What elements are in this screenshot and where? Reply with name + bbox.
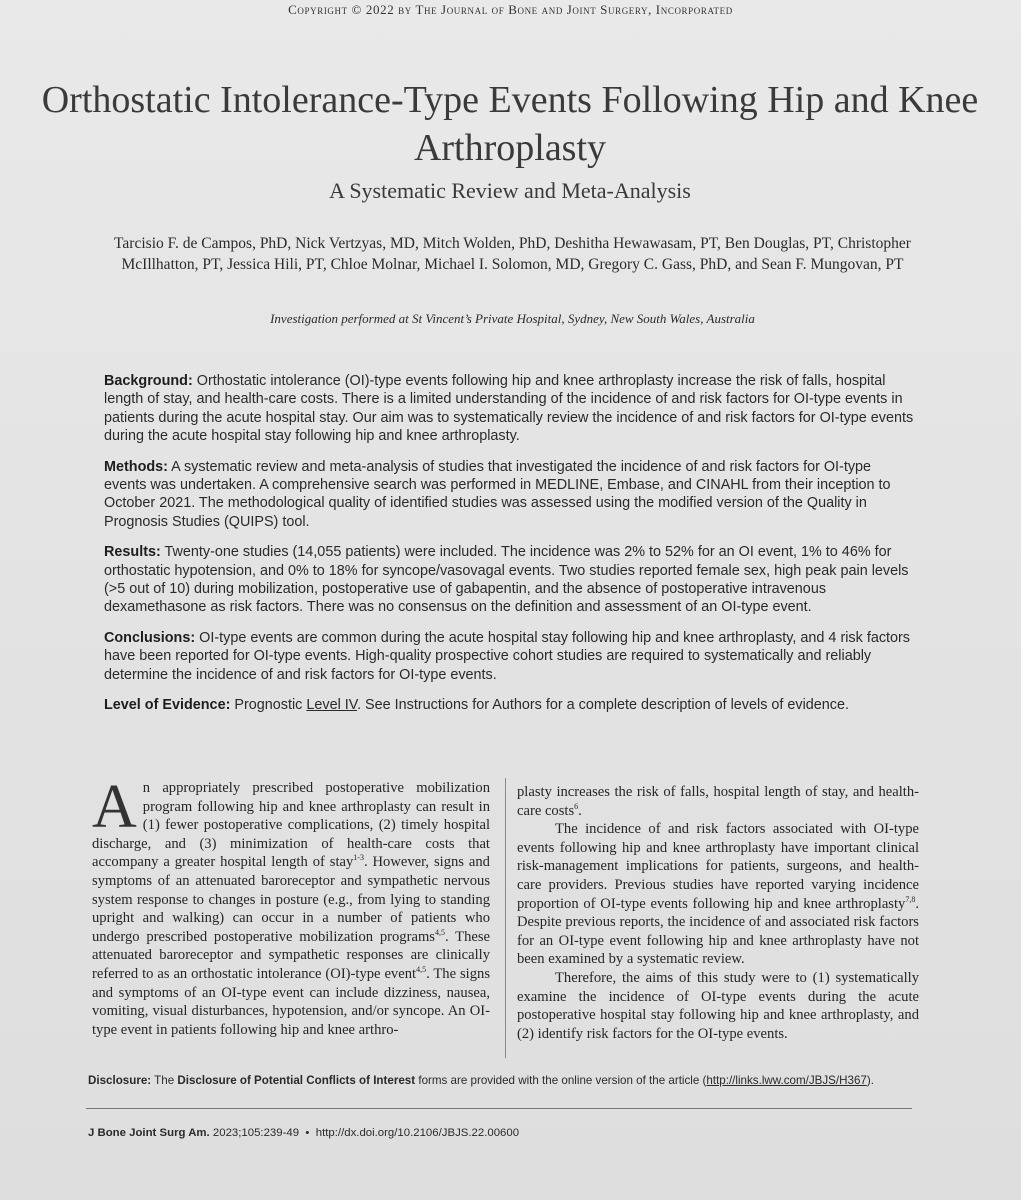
footer-rule	[86, 1108, 912, 1109]
body-text: The incidence of and risk factors associated with OI-type events following hip and knee arthroplasty have important clinical risk-management implications for patients, surgeons, and health-care providers. Previous studies have reported varying incidence proportion of OI-type events following hip and knee arthroplasty	[517, 821, 919, 912]
citation-volume: 2023;105:239-49	[212, 1127, 300, 1139]
level-pre: Prognostic	[234, 697, 303, 714]
conclusions-text: OI-type events are common during the acute hospital stay following hip and knee arthroplasty, and 4 risk factors have been reported for OI-type events. High-quality prospective cohort studies are required to systematically and reliably determine the incidence of and risk factors for OI-type events.	[104, 629, 911, 683]
article-title: Orthostatic Intolerance-Type Events Following Hip and Knee Arthroplasty	[41, 79, 979, 169]
methods-text: A systematic review and meta-analysis of studies that investigated the incidence of and risk factors for OI-type events was undertaken. A comprehensive search was performed in MEDLINE, Embase, and CINAHL from their inception to October 2021. The methodological quality of identified studies was assessed using the modified version of the Quality in Prognosis Studies (QUIPS) tool.	[104, 458, 891, 530]
body-left-column	[92, 773, 490, 1039]
disclosure-link[interactable]: http://links.lww.com/JBJS/H367	[706, 1074, 867, 1087]
abstract-conclusions	[104, 629, 916, 684]
column-divider	[505, 778, 506, 1058]
doi-link[interactable]: http://dx.doi.org/10.2106/JBJS.22.00600	[315, 1127, 520, 1139]
results-text: Twenty-one studies (14,055 patients) were included. The incidence was 2% to 52% for an OI event, 1% to 46% for orthostatic hypotension, and 0% to 18% for syncope/vasovagal events. Two studies reported female sex, high peak pain levels (>5 out of 10) during mobilization, postoperative use of gabapentin, and the absence of postoperative intravenous dexamethasone as risk factors. There was no consensus on the definition and assessment of an OI-type event.	[104, 544, 909, 616]
bullet-separator: •	[305, 1127, 310, 1139]
abstract-level-of-evidence	[104, 696, 916, 714]
disclosure-end: ).	[866, 1074, 874, 1087]
intro-paragraph-2	[517, 820, 919, 969]
abstract-background	[104, 372, 916, 446]
journal-abbrev: J Bone Joint Surg Am.	[88, 1127, 210, 1139]
body-text: plasty increases the risk of falls, hospital length of stay, and health-care costs	[517, 784, 919, 819]
citation-ref: 4,5	[434, 927, 445, 937]
level-label: Level of Evidence:	[104, 697, 231, 714]
disclosure-note	[88, 1074, 928, 1087]
disclosure-pre: The	[154, 1074, 175, 1087]
copyright-notice: Copyright © 2022 by The Journal of Bone and Joint Surgery, Incorporated	[288, 2, 733, 17]
citation-ref: 1-3	[353, 853, 364, 863]
body-text: . Despite previous reports, the incidence of and associated risk factors for an OI-type event following hip and knee arthroplasty have not been examined by a systematic review.	[517, 895, 919, 968]
body-text: .	[578, 802, 582, 819]
body-text: Therefore, the aims of this study were to (1) systematically examine the incidence of OI-type events during the acute postoperative hospital stay following hip and knee arthroplasty, and (2) identify risk factors for the OI-type events.	[517, 969, 919, 1042]
citation-ref: 4,5	[416, 965, 427, 975]
conclusions-label: Conclusions:	[104, 629, 196, 646]
citation-ref: 6	[574, 801, 579, 811]
article-subtitle: A Systematic Review and Meta-Analysis	[329, 178, 691, 203]
disclosure-post: forms are provided with the online version of the article (	[418, 1074, 707, 1087]
background-text: Orthostatic intolerance (OI)-type events following hip and knee arthroplasty increase the risk of falls, hospital length of stay, and health-care costs. There is a limited understanding of the incidence of and risk factors for OI-type events in patients during the acute hospital stay. Our aim was to systematically review the incidence of and risk factors for OI-type events during the acute hospital stay following hip and knee arthroplasty.	[104, 373, 914, 445]
level-post: . See Instructions for Authors for a complete description of levels of evidence.	[357, 697, 849, 714]
disclosure-bold: Disclosure of Potential Conflicts of Interest	[177, 1074, 416, 1087]
abstract-results	[104, 543, 916, 617]
body-text: . These attenuated baroreceptor and sympathetic responses are clinically referred to as an orthostatic intolerance (OI)-type event	[92, 928, 490, 982]
intro-paragraph-3	[517, 969, 919, 1043]
intro-paragraph-1	[92, 773, 490, 1039]
abstract	[104, 372, 916, 727]
author-list: Tarcisio F. de Campos, PhD, Nick Vertzyas, MD, Mitch Wolden, PhD, Deshitha Hewawasam, PT, Ben Douglas, PT, Christopher McIllhatton, PT, Jessica Hili, PT, Chloe Molnar, Michael I. Solomon, MD, Gregory C. Gass, PhD, and Sean F. Mungovan, PT	[114, 235, 911, 273]
results-label: Results:	[104, 544, 161, 561]
affiliation: Investigation performed at St Vincent’s Private Hospital, Sydney, New South Wales, Australia	[270, 311, 755, 326]
methods-label: Methods:	[104, 458, 168, 475]
disclosure-label: Disclosure:	[88, 1074, 152, 1087]
citation-ref: 7,8	[905, 894, 916, 904]
drop-cap: A	[92, 773, 137, 841]
citation-footer	[88, 1127, 928, 1139]
intro-paragraph-1-cont	[517, 783, 919, 820]
body-text: . The signs and symptoms of an OI-type event can include dizziness, nausea, vomiting, visual disturbances, hypotension, and/or syncope. An OI-type event in patients following hip and knee arthro-	[92, 965, 490, 1038]
body-right-column	[517, 783, 919, 1043]
background-label: Background:	[104, 373, 193, 389]
abstract-methods	[104, 458, 916, 532]
body-text: . However, signs and symptoms of an attenuated baroreceptor and sympathetic nervous system response to changes in posture (e.g., from lying to standing upright and walking) can occur in a number of patients who undergo prescribed postoperative mobilization programs	[92, 854, 490, 945]
body-text: n appropriately prescribed postoperative mobilization program following hip and knee arthroplasty can result in (1) fewer postoperative complications, (2) timely hospital discharge, and (3) minimization of health-care costs that accompany a greater hospital length of stay	[92, 780, 490, 871]
level-link[interactable]: Level IV	[306, 697, 358, 714]
